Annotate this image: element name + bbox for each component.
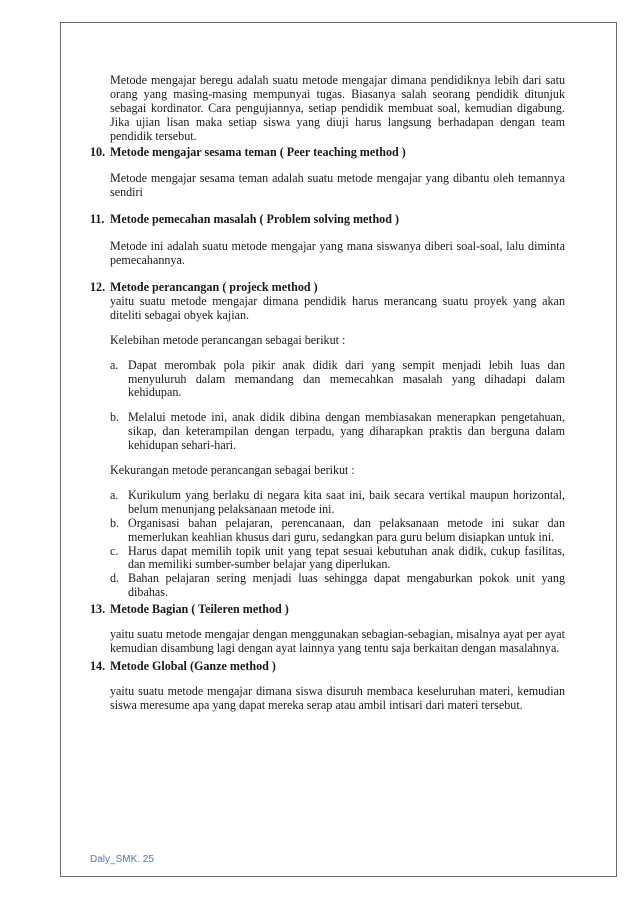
list-marker: d. [110,571,120,586]
section-13-heading [90,603,565,617]
kekurangan-label: Kekurangan metode perancangan sebagai berikut : [110,463,355,478]
section-14-heading [90,660,565,674]
list-marker: b. [110,410,120,425]
section-11-title: Metode pemecahan masalah ( Problem solving method ) [110,212,399,227]
list-item [110,572,565,600]
list-item [110,545,565,573]
kelebihan-label: Kelebihan metode perancangan sebagai berikut : [110,332,346,347]
section-12-body-prev: Metode ini adalah suatu metode mengajar yang mana siswanya diberi soal-soal, lalu diminta pemecahannya. [110,239,565,268]
section-10-title: Metode mengajar sesama teman ( Peer teaching method ) [110,144,406,159]
section-11-heading [90,213,565,227]
section-13-number: 13. [90,602,106,617]
list-text: Organisasi bahan pelajaran, perencanaan, dan pelaksanaan metode ini sukar dan memerlukan keahlian khusus dari guru, sedangkan para guru belum disiapkan untuk ini. [128,515,565,544]
list-marker: c. [110,543,119,558]
list-item [110,359,565,401]
list-item [110,517,565,545]
list-marker: a. [110,357,119,372]
list-text: Dapat merombak pola pikir anak didik dari yang sempit menjadi lebih luas dan menyuluruh dalam memandang dan memecahkan masalah yang dihadapi dalam kehidupan. [128,357,565,400]
list-text: Kurikulum yang berlaku di negara kita saat ini, baik secara vertikal maupun horizontal, belum menunjang pelaksanaan metode ini. [128,487,565,516]
section-14-title: Metode Global (Ganze method ) [110,658,276,673]
section-14-number: 14. [90,658,106,673]
section-12-body: yaitu suatu metode mengajar dimana pendidik harus merancang suatu proyek yang akan diteliti sebagai obyek kajian. [110,293,565,322]
section-10-heading [90,146,565,160]
document-body [90,74,565,713]
list-text: Melalui metode ini, anak didik dibina dengan membiasakan menerapkan pengetahuan, sikap, dan keterampilan dengan terpadu, yang diharapkan praktis dan berguna dalam kehidupan sehari-hari. [128,410,565,453]
section-14-body: yaitu suatu metode mengajar dimana siswa disuruh membaca keseluruhan materi, kemudian siswa meresume apa yang dapat mereka serap atau ambil intisari dari materi tersebut. [110,683,565,712]
section-13-body: yaitu suatu metode mengajar dengan menggunakan sebagian-sebagian, misalnya ayat per ayat kemudian disambung lagi dengan ayat lainnya yang tentu saja berkaitan dengan masalahnya. [110,627,565,655]
kelebihan-list [110,359,565,453]
list-marker: b. [110,515,120,530]
list-item [110,411,565,453]
intro-paragraph: Metode mengajar beregu adalah suatu metode mengajar dimana pendidiknya lebih dari satu orang yang masing-masing mempunyai tugas. Biasanya salah seorang pendidik ditunjuk sebagai kordinator. Cara pengujiannya, setiap pendidik membuat soal, kemudian digabung. Jika ujian lisan maka setiap siswa yang diuji harus langsung berhadapan dengan team pendidik tersebut. [110,73,565,143]
list-item [110,489,565,517]
section-10-body: Metode mengajar sesama teman adalah suatu metode mengajar yang dibantu oleh temannya sendiri [110,171,565,200]
section-12-title: Metode perancangan ( projeck method ) [110,279,318,294]
section-13-title: Metode Bagian ( Teileren method ) [110,602,289,617]
section-10-number: 10. [90,144,106,159]
list-text: Bahan pelajaran sering menjadi luas sehingga dapat mengaburkan pokok unit yang dibahas. [128,571,565,600]
section-12-number: 12. [90,279,106,294]
section-12-heading [90,281,565,295]
list-text: Harus dapat memilih topik unit yang tepat sesuai kebutuhan anak didik, cukup fasilitas, dan memiliki sumber-sumber belajar yang diperlukan. [128,543,565,572]
list-marker: a. [110,487,119,502]
kekurangan-list [110,489,565,600]
section-11-number: 11. [90,212,105,227]
page-footer: Daly_SMK. 25 [90,854,154,865]
